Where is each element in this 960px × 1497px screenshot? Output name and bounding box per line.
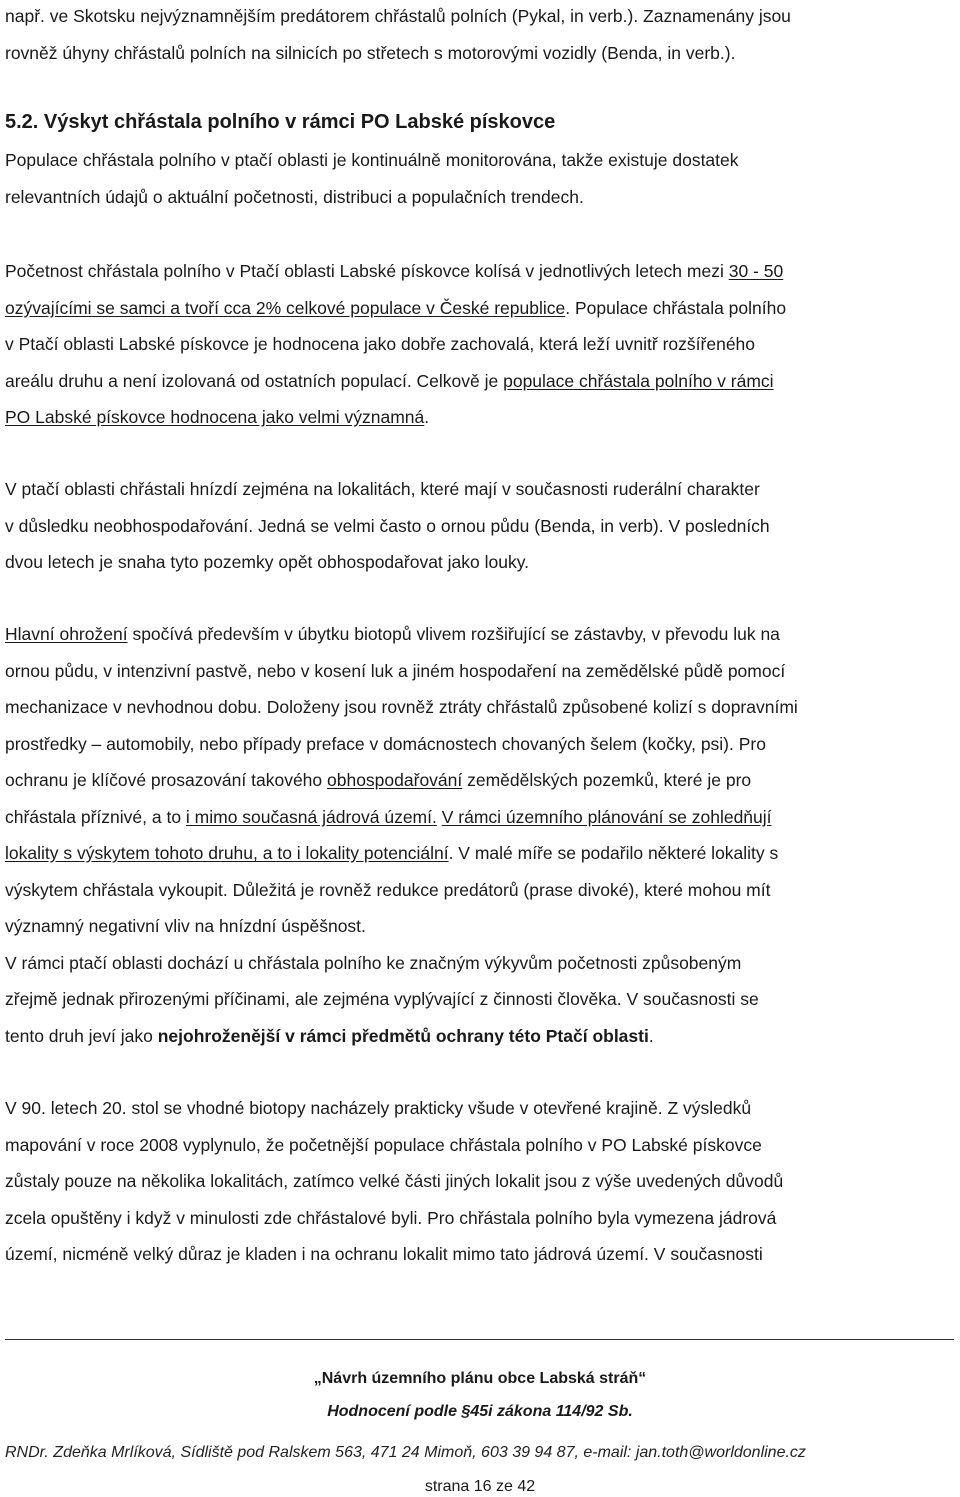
paragraph-monitoring [5,142,955,215]
text-run: chřástala příznivé, a to [5,806,186,827]
text-line: v důsledku neobhospodařování. Jedná se velmi často o ornou půdu (Benda, in verb). V posledních [5,515,770,536]
paragraph-threats [5,616,955,1054]
text-line: ornou půdu, v intenzivní pastvě, nebo v kosení luk a jiném hospodaření na zemědělské půdě pomocí [5,660,786,681]
footer-title: „Návrh územního plánu obce Labská stráň“ [313,1370,647,1387]
underlined-text: V rámci územního plánování se zohledňují [441,806,772,827]
text-line [5,762,955,799]
text-run: zemědělských pozemků, které je pro [462,770,752,790]
footer-subtitle: Hodnocení podle §45i zákona 114/92 Sb. [327,1403,633,1420]
footer-divider [41,1339,954,1340]
text-line: mechanizace v nevhodnou dobu. Doloženy jsou rovněž ztráty chřástalů způsobené kolizí s dopravními [5,697,798,717]
text-line: zřejmě jednak přirozenými příčinami, ale zejména vyplývající z činnosti člověka. V současnosti se [5,989,759,1009]
text-line [5,253,955,290]
text-line: významný negativní vliv na hnízdní úspěšnost. [5,916,366,936]
underlined-text: 30 - 50 [728,261,784,281]
text-line: rovněž úhyny chřástalů polních na silnicích po střetech s motorovými vozidly (Benda, in verb.). [5,42,736,63]
text-line [5,835,955,872]
paragraph-history [5,1090,955,1273]
text-run: Početnost chřástala polního v Ptačí oblasti Labské pískovce kolísá v jednotlivých letech mezi [5,261,729,281]
text-line: V rámci ptačí oblasti dochází u chřástala polního ke značným výkyvům početnosti způsobeným [5,952,742,973]
text-line: výskytem chřástala vykoupit. Důležitá je rovněž redukce predátorů (prase divoké), které mohou mít [5,879,771,900]
underlined-text: Hlavní ohrožení [5,624,128,644]
underlined-text: PO Labské pískovce hodnocena jako velmi významná [5,407,425,427]
text-line: mapování v roce 2008 vyplynulo, že početnější populace chřástala polního v PO Labské pískovce [5,1134,762,1155]
text-line [5,363,955,400]
paragraph-nesting [5,471,955,581]
text-line: V ptačí oblasti chřástali hnízdí zejména na lokalitách, které mají v současnosti ruderální charakter [5,479,760,499]
intro-paragraph [5,0,955,71]
underlined-text: lokality s výskytem tohoto druhu, a to i lokality potenciální [5,843,449,863]
footer-divider-short [5,1339,41,1340]
text-line [5,616,955,653]
text-line [5,1018,955,1055]
text-line: zcela opuštěny i když v minulosti zde chřástalové byli. Pro chřástala polního byla vymezena jádrová [5,1207,777,1228]
text-run: ochranu je klíčové prosazování takového [5,770,327,790]
text-line: v Ptačí oblasti Labské pískovce je hodnocena jako dobře zachovalá, která leží uvnitř rozšířeného [5,334,756,354]
text-run: . [648,1025,654,1046]
text-run: . V malé míře se podařilo některé lokality s [448,843,779,863]
text-line [5,290,955,327]
footer-contact: RNDr. Zdeňka Mrlíková, Sídliště pod Ralskem 563, 471 24 Mimoň, 603 39 94 87, e-mail: jan.toth@worldonline.cz [5,1444,806,1461]
section-heading: 5.2. Výskyt chřástala polního v rámci PO Labské pískovce [5,111,556,133]
underlined-text: i mimo současná jádrová území. [185,806,437,827]
underlined-text: populace chřástala polního v rámci [503,370,774,391]
text-line: V 90. letech 20. stol se vhodné biotopy nacházely prakticky všude v otevřené krajině. Z výsledků [5,1098,752,1118]
text-run: areálu druhu a není izolovaná od ostatních populací. Celkově je [5,370,504,391]
text-line: např. ve Skotsku nejvýznamnějším predátorem chřástalů polních (Pykal, in verb.). Zaznamenány jsou [5,6,791,26]
underlined-text: obhospodařování [327,770,463,790]
text-line: zůstaly pouze na několika lokalitách, zatímco velké části jiných lokalit jsou z výše uvedených důvodů [5,1171,784,1191]
text-run: spočívá především v úbytku biotopů vlivem rozšiřující se zástavby, v převodu luk na [127,624,780,644]
text-line: dvou letech je snaha tyto pozemky opět obhospodařovat jako louky. [5,552,530,572]
page-number: strana 16 ze 42 [424,1478,536,1495]
text-run: . Populace chřástala polního [565,297,787,318]
paragraph-abundance [5,253,955,436]
text-line: relevantních údajů o aktuální početnosti, distribuci a populačních trendech. [5,186,584,207]
text-line: Populace chřástala polního v ptačí oblasti je kontinuálně monitorována, takže existuje dostatek [5,150,739,170]
text-line [5,799,955,836]
text-line: území, nicméně velký důraz je kladen i na ochranu lokalit mimo tato jádrová území. V současnosti [5,1244,763,1264]
bold-text: nejohroženější v rámci předmětů ochrany této Ptačí oblasti [157,1025,649,1046]
underlined-text: ozývajícími se samci a tvoří cca 2% celkové populace v České republice [5,297,566,318]
text-run: . [424,407,430,427]
text-line: prostředky – automobily, nebo případy preface v domácnostech chovaných šelem (kočky, psi). Pro [5,733,766,754]
text-line [5,399,955,436]
text-run: tento druh jeví jako [5,1025,158,1046]
